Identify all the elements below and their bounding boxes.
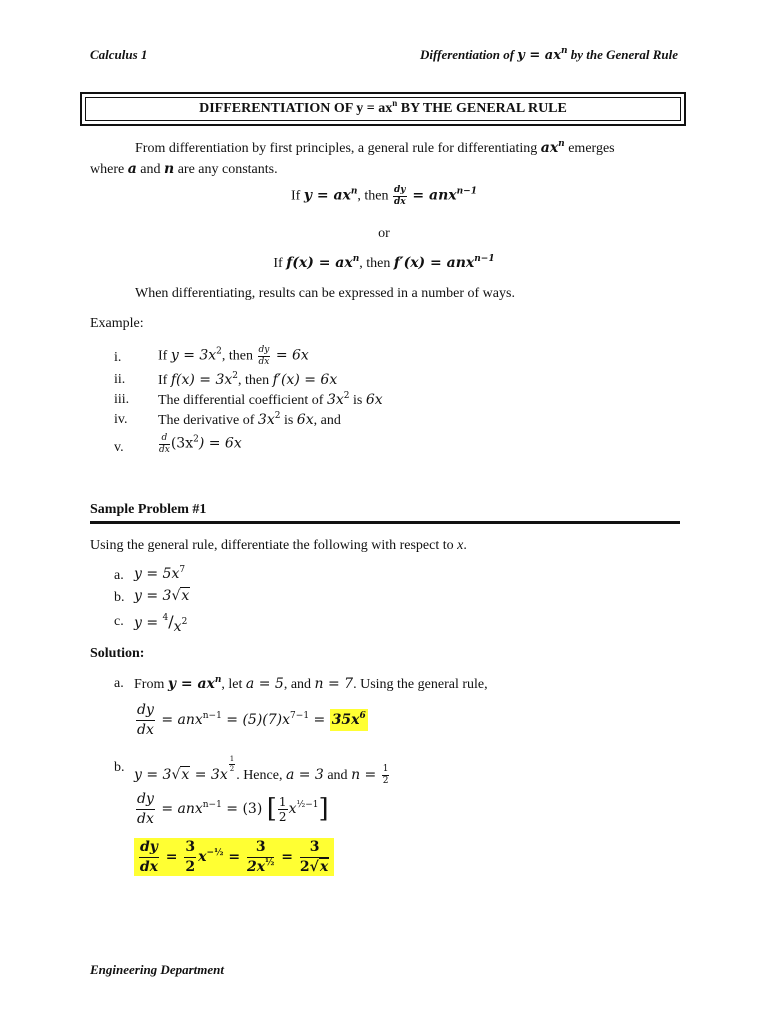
sample-divider xyxy=(90,521,680,524)
header-left: Calculus 1 xyxy=(90,47,148,62)
or-text: or xyxy=(378,226,390,241)
examples-list xyxy=(90,346,690,460)
example-item: i. If $y = 3x^2$, then $\frac{dy}{dx}$ = 6x xyxy=(114,345,309,367)
solution-heading: Solution: xyxy=(90,646,145,661)
solution-a-answer: $35x^6$ xyxy=(330,709,368,731)
sample-instruction: Using the general rule, differentiate the following with respect to x. xyxy=(90,538,467,553)
header-right-exp: n xyxy=(560,46,568,56)
header-right-suffix: by the General Rule xyxy=(567,47,678,62)
rule-2: If $f(x) = ax^n$, then f′(x) = anx$^{n-1}$ xyxy=(273,254,495,271)
header-right-prefix: Differentiation of xyxy=(420,47,518,62)
solution-b-answer: $\frac{dy}{dx}$ = $\frac{3}{2}$ $x^{-\frac{1}{2}}$ = $\frac{3}{2x^{\frac{1}{2}}}$ = $\frac{3}{2√x}$ xyxy=(134,838,334,876)
page-title: DIFFERENTIATION OF $y = ax^n$ BY THE GENERAL RULE xyxy=(199,98,567,116)
header-right-math: y = ax xyxy=(517,48,561,63)
solution-b-text: b. y = 3√x = 3x $\frac{1}{2}$ . Hence, a = 3 and n = $\frac{1}{2}$ xyxy=(114,755,389,787)
ways-text: When differentiating, results can be expressed in a number of ways. xyxy=(135,286,515,301)
footer-department: Engineering Department xyxy=(90,962,224,977)
intro-line-2: where a and n are any constants. xyxy=(90,161,278,177)
title-box xyxy=(80,92,686,126)
sample-item-a: a. $y = 5x^7$ xyxy=(114,565,186,583)
example-label: Example: xyxy=(90,316,144,331)
solution-a-equation: $\frac{dy}{dx}$ = $anx^{n-1} = (5)(7)x^{7-1} = 35x^6$ xyxy=(137,702,366,738)
sample-items xyxy=(90,566,390,634)
example-item: iv. The derivative of $3x^2$ is 6x, and xyxy=(114,411,341,428)
sample-heading: Sample Problem #1 xyxy=(90,502,207,517)
intro-line-1: From differentiation by first principles, a general rule for differentiating $ax^n$ emerges xyxy=(135,139,615,156)
rule-1: If $y = ax^n$, then $\frac{dy}{dx}$ = anx$^{n-1}$ xyxy=(291,185,477,207)
sample-item-b: b. y = 3√x xyxy=(114,588,190,605)
solution-b-equation: $\frac{dy}{dx}$ = anx$^{n-1}$ = (3) [ $\frac{1}{2}$ $x^{\frac{1}{2}-1}$] xyxy=(137,791,329,827)
header-right xyxy=(420,47,678,63)
example-item: ii. If $f(x) = 3x^2$, then f′(x) = 6x xyxy=(114,371,338,388)
example-item: v. $\frac{d}{dx}$ $(3x^2) = 6x$ xyxy=(114,433,242,455)
example-item: iii. The differential coefficient of $3x^2$ is 6x xyxy=(114,391,383,408)
rule-1-derivative: $\frac{dy}{dx}$ xyxy=(393,185,406,207)
sample-item-c: c. $y = ^4/x^2$ xyxy=(114,612,188,635)
intro-paragraph xyxy=(90,138,680,180)
